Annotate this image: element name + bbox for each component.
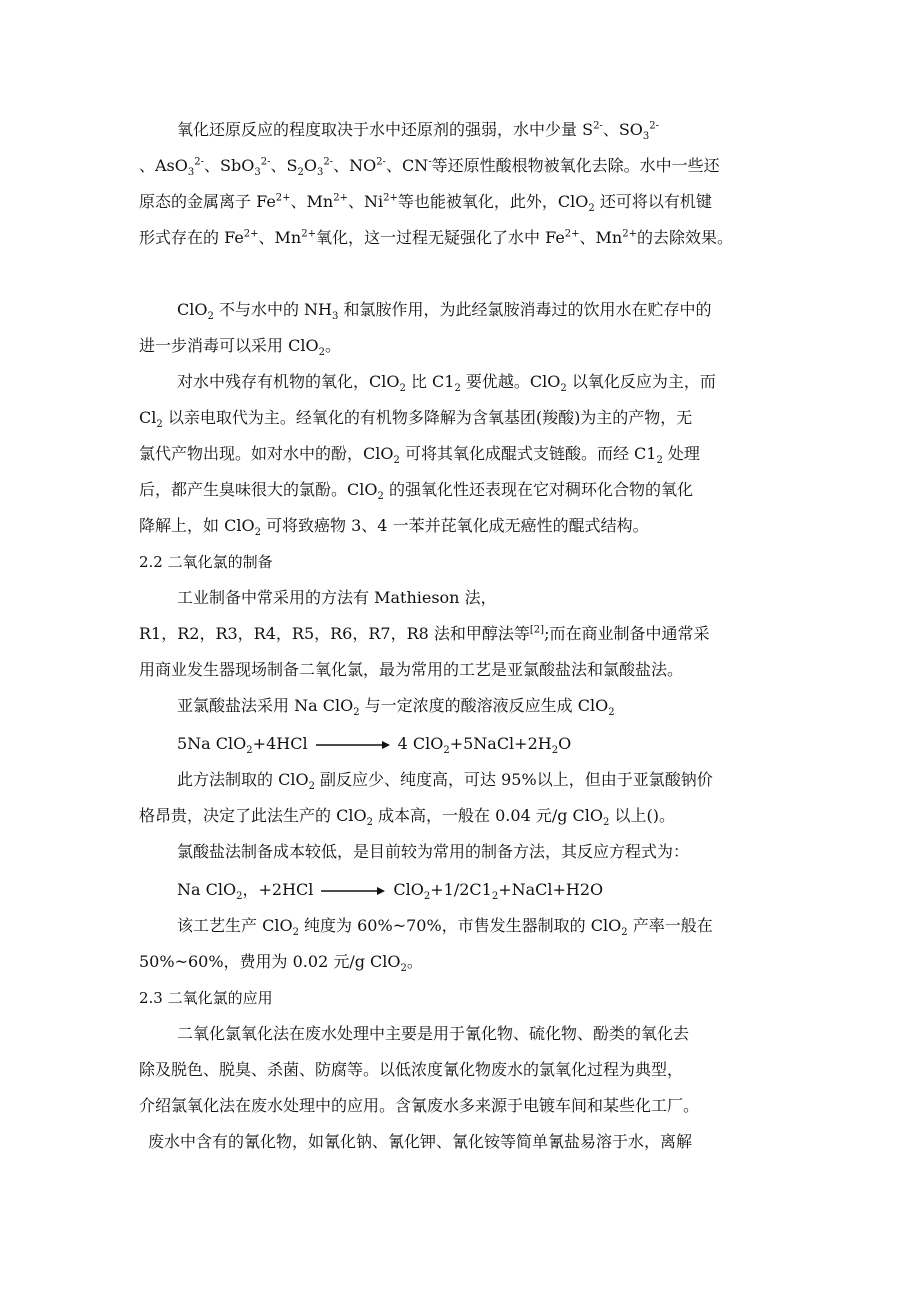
p4-line-3: 用商业发生器现场制备二氧化氯，最为常用的工艺是亚氯酸盐法和氯酸盐法。	[139, 660, 684, 679]
p1-line-4: 形式存在的 $Fe^{2+}$、$Mn^{2+}$氧化，这一过程无疑强化了水中 $Fe^{2+}$、$Mn^{2+}$的去除效果。	[139, 228, 734, 247]
equation-2: Na ClO$_2$，+2HCl $ClO_2+1/2C1_2+NaCl+H2O$	[177, 880, 604, 903]
reaction-arrow-icon	[316, 740, 390, 750]
p8-line-1: 该工艺生产 ClO$_2$ 纯度为 60%~70%，市售发生器制取的 ClO$_2$ 产率一般在	[177, 916, 713, 939]
p2-line-2: 进一步消毒可以采用 ClO$_2$。	[139, 336, 341, 359]
p9-line-2: 除及脱色、脱臭、杀菌、防腐等。以低浓度氰化物废水的氯氧化过程为典型，	[139, 1060, 684, 1079]
p1-line-3: 原态的金属离子 $Fe^{2+}$、$Mn^{2+}$、$Ni^{2+}$等也能被氧化，此外，ClO$_2$ 还可将以有机键	[139, 192, 712, 215]
p4-line-1: 工业制备中常采用的方法有 Mathieson 法，	[177, 588, 497, 607]
section-heading-2-2: 2.2 二氧化氯的制备	[139, 553, 273, 571]
section-heading-2-3: 2.3 二氧化氯的应用	[139, 989, 273, 1007]
p9-line-1: 二氧化氯氧化法在废水处理中主要是用于氰化物、硫化物、酚类的氧化去	[177, 1024, 690, 1043]
p6-line-2: 格昂贵，决定了此法生产的 ClO$_2$ 成本高，一般在 0.04 元/g ClO$_2$ 以上()。	[139, 806, 675, 829]
p3-line-1: 对水中残存有机物的氧化，ClO$_2$ 比 $C1_2$ 要优越。ClO$_2$ 以氧化反应为主，而	[177, 372, 716, 395]
citation-ref: [2]	[529, 624, 545, 636]
p2-line-1: ClO$_2$ 不与水中的 $NH_3$ 和氯胺作用，为此经氯胺消毒过的饮用水在贮存中的	[177, 300, 712, 323]
p1-line-1: 氧化还原反应的程度取决于水中还原剂的强弱，水中少量 $S^{2-}$、$SO_3^{2-}$	[177, 120, 660, 143]
reaction-arrow-icon	[321, 886, 385, 896]
p3-line-2: $Cl_2$ 以亲电取代为主。经氧化的有机物多降解为含氧基团(羧酸)为主的产物，无	[139, 408, 693, 431]
p6-line-1: 此方法制取的 ClO$_2$ 副反应少、纯度高，可达 95%以上，但由于亚氯酸钠价	[177, 770, 713, 793]
p1-line-2: 、AsO$_3^{2-}$、SbO$_3^{2-}$、$S_2O_3^{2-}$、$NO^{2-}$、CN-等还原性酸根物被氧化去除。水中一些还	[139, 156, 720, 179]
p3-line-4: 后，都产生臭味很大的氯酚。ClO$_2$ 的强氧化性还表现在它对稠环化合物的氧化	[139, 480, 693, 503]
p4-line-2: R1，R2，R3，R4，R5，R6，R7，R8 法和甲醇法等[2];而在商业制备中通常采	[139, 624, 710, 643]
p5-line-1: 亚氯酸盐法采用 Na ClO$_2$ 与一定浓度的酸溶液反应生成 ClO$_2$	[177, 696, 615, 719]
p8-line-2: 50%~60%，费用为 0.02 元/g ClO$_2$。	[139, 952, 423, 975]
p3-line-5: 降解上，如 ClO$_2$ 可将致癌物 3、4 一苯并芘氧化成无癌性的醌式结构。	[139, 516, 649, 539]
p9-line-3: 介绍氯氧化法在废水处理中的应用。含氰废水多来源于电镀车间和某些化工厂。	[139, 1096, 700, 1115]
p3-line-3: 氯代产物出现。如对水中的酚，ClO$_2$ 可将其氧化成醌式支链酸。而经 $C1_2$ 处理	[139, 444, 700, 467]
p7-line-1: 氯酸盐法制备成本较低，是目前较为常用的制备方法，其反应方程式为：	[177, 842, 690, 861]
p9-line-4: 废水中含有的氰化物，如氰化钠、氰化钾、氰化铵等简单氰盐易溶于水，离解	[148, 1132, 693, 1151]
equation-1: 5Na ClO$_2$+4HCl 4 $ClO_2+5NaCl+2H_2O$	[177, 734, 572, 757]
